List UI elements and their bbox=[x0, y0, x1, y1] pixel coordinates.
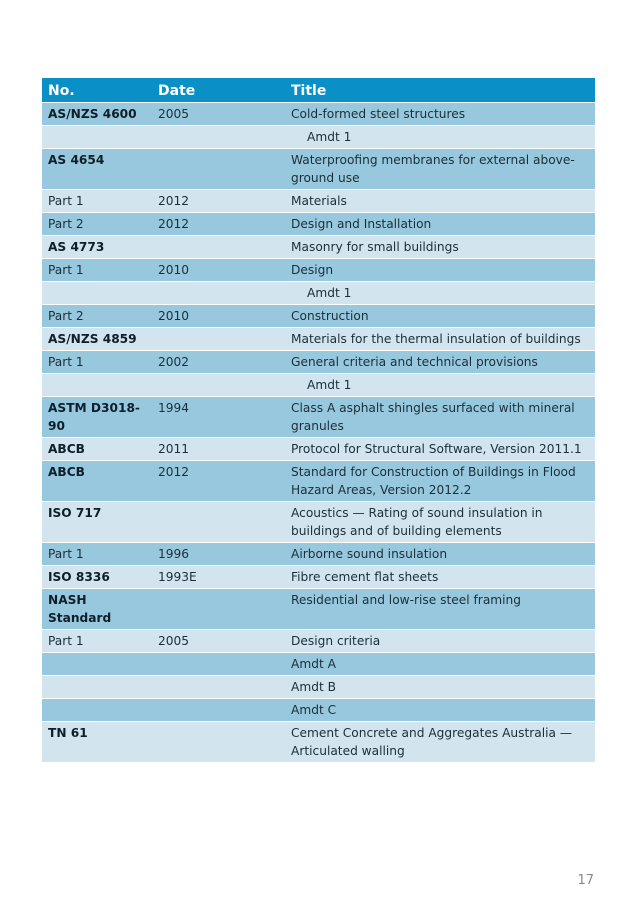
table-row bbox=[42, 374, 595, 397]
cell-date: 1994 bbox=[152, 397, 285, 438]
table-row bbox=[42, 213, 595, 236]
cell-date: 2011 bbox=[152, 438, 285, 461]
table-row bbox=[42, 543, 595, 566]
cell-date bbox=[152, 589, 285, 630]
cell-standard-number: NASH Standard bbox=[42, 589, 152, 630]
cell-date: 2005 bbox=[152, 103, 285, 126]
cell-date: 1993E bbox=[152, 566, 285, 589]
table-row bbox=[42, 699, 595, 722]
standards-table bbox=[42, 78, 595, 763]
cell-standard-number bbox=[42, 126, 152, 149]
table-row bbox=[42, 103, 595, 126]
table-row bbox=[42, 461, 595, 502]
cell-date: 2012 bbox=[152, 190, 285, 213]
cell-title: Class A asphalt shingles surfaced with mineral granules bbox=[285, 397, 595, 438]
cell-standard-number: Part 2 bbox=[42, 305, 152, 328]
cell-standard-number: AS 4773 bbox=[42, 236, 152, 259]
cell-standard-number: Part 1 bbox=[42, 351, 152, 374]
cell-title: Materials for the thermal insulation of buildings bbox=[285, 328, 595, 351]
cell-standard-number bbox=[42, 282, 152, 305]
table-row bbox=[42, 236, 595, 259]
table-row bbox=[42, 589, 595, 630]
cell-date bbox=[152, 149, 285, 190]
cell-title: Protocol for Structural Software, Version 2011.1 bbox=[285, 438, 595, 461]
cell-title: Materials bbox=[285, 190, 595, 213]
cell-standard-number: Part 1 bbox=[42, 190, 152, 213]
cell-date: 2012 bbox=[152, 213, 285, 236]
cell-standard-number bbox=[42, 676, 152, 699]
cell-date: 2005 bbox=[152, 630, 285, 653]
cell-date bbox=[152, 282, 285, 305]
cell-title: Amdt 1 bbox=[285, 374, 595, 397]
table-row bbox=[42, 502, 595, 543]
cell-standard-number bbox=[42, 699, 152, 722]
cell-title: Amdt C bbox=[285, 699, 595, 722]
cell-standard-number: ABCB bbox=[42, 461, 152, 502]
table-row bbox=[42, 566, 595, 589]
cell-date bbox=[152, 699, 285, 722]
cell-date bbox=[152, 126, 285, 149]
cell-date bbox=[152, 502, 285, 543]
cell-date bbox=[152, 328, 285, 351]
table-row bbox=[42, 282, 595, 305]
cell-date bbox=[152, 722, 285, 763]
cell-standard-number: Part 1 bbox=[42, 630, 152, 653]
cell-title: Design and Installation bbox=[285, 213, 595, 236]
cell-title: Waterproofing membranes for external above-ground use bbox=[285, 149, 595, 190]
cell-date bbox=[152, 236, 285, 259]
cell-date: 2010 bbox=[152, 259, 285, 282]
table-row bbox=[42, 149, 595, 190]
table-row bbox=[42, 630, 595, 653]
cell-standard-number: AS 4654 bbox=[42, 149, 152, 190]
column-header-no: No. bbox=[42, 78, 152, 103]
cell-date: 2012 bbox=[152, 461, 285, 502]
cell-title: Airborne sound insulation bbox=[285, 543, 595, 566]
cell-date bbox=[152, 374, 285, 397]
cell-title: Masonry for small buildings bbox=[285, 236, 595, 259]
cell-title: Acoustics — Rating of sound insulation in buildings and of building elements bbox=[285, 502, 595, 543]
cell-title: Standard for Construction of Buildings in Flood Hazard Areas, Version 2012.2 bbox=[285, 461, 595, 502]
cell-title: Amdt B bbox=[285, 676, 595, 699]
table-header-row bbox=[42, 78, 595, 103]
cell-standard-number: ISO 8336 bbox=[42, 566, 152, 589]
cell-standard-number: ISO 717 bbox=[42, 502, 152, 543]
cell-date: 1996 bbox=[152, 543, 285, 566]
cell-date: 2010 bbox=[152, 305, 285, 328]
table-row bbox=[42, 397, 595, 438]
table-row bbox=[42, 190, 595, 213]
cell-standard-number bbox=[42, 653, 152, 676]
cell-title: Amdt 1 bbox=[285, 282, 595, 305]
table-row bbox=[42, 676, 595, 699]
table-row bbox=[42, 351, 595, 374]
cell-title: Design bbox=[285, 259, 595, 282]
table-row bbox=[42, 305, 595, 328]
column-header-title: Title bbox=[285, 78, 595, 103]
cell-title: Cement Concrete and Aggregates Australia — Articulated walling bbox=[285, 722, 595, 763]
cell-title: Residential and low-rise steel framing bbox=[285, 589, 595, 630]
cell-standard-number: ABCB bbox=[42, 438, 152, 461]
cell-standard-number: AS/NZS 4600 bbox=[42, 103, 152, 126]
cell-standard-number: TN 61 bbox=[42, 722, 152, 763]
table-row bbox=[42, 126, 595, 149]
cell-title: Design criteria bbox=[285, 630, 595, 653]
table-body bbox=[42, 103, 595, 763]
cell-date: 2002 bbox=[152, 351, 285, 374]
cell-standard-number: AS/NZS 4859 bbox=[42, 328, 152, 351]
table-row bbox=[42, 259, 595, 282]
cell-title: Fibre cement flat sheets bbox=[285, 566, 595, 589]
cell-title: General criteria and technical provisions bbox=[285, 351, 595, 374]
page-number: 17 bbox=[577, 873, 594, 888]
cell-standard-number: Part 2 bbox=[42, 213, 152, 236]
cell-date bbox=[152, 676, 285, 699]
cell-standard-number: Part 1 bbox=[42, 259, 152, 282]
table-row bbox=[42, 722, 595, 763]
cell-title: Amdt A bbox=[285, 653, 595, 676]
cell-date bbox=[152, 653, 285, 676]
cell-title: Construction bbox=[285, 305, 595, 328]
cell-title: Amdt 1 bbox=[285, 126, 595, 149]
cell-standard-number: Part 1 bbox=[42, 543, 152, 566]
cell-standard-number: ASTM D3018-90 bbox=[42, 397, 152, 438]
table-row bbox=[42, 653, 595, 676]
cell-title: Cold-formed steel structures bbox=[285, 103, 595, 126]
column-header-date: Date bbox=[152, 78, 285, 103]
cell-standard-number bbox=[42, 374, 152, 397]
table-row bbox=[42, 328, 595, 351]
table-row bbox=[42, 438, 595, 461]
